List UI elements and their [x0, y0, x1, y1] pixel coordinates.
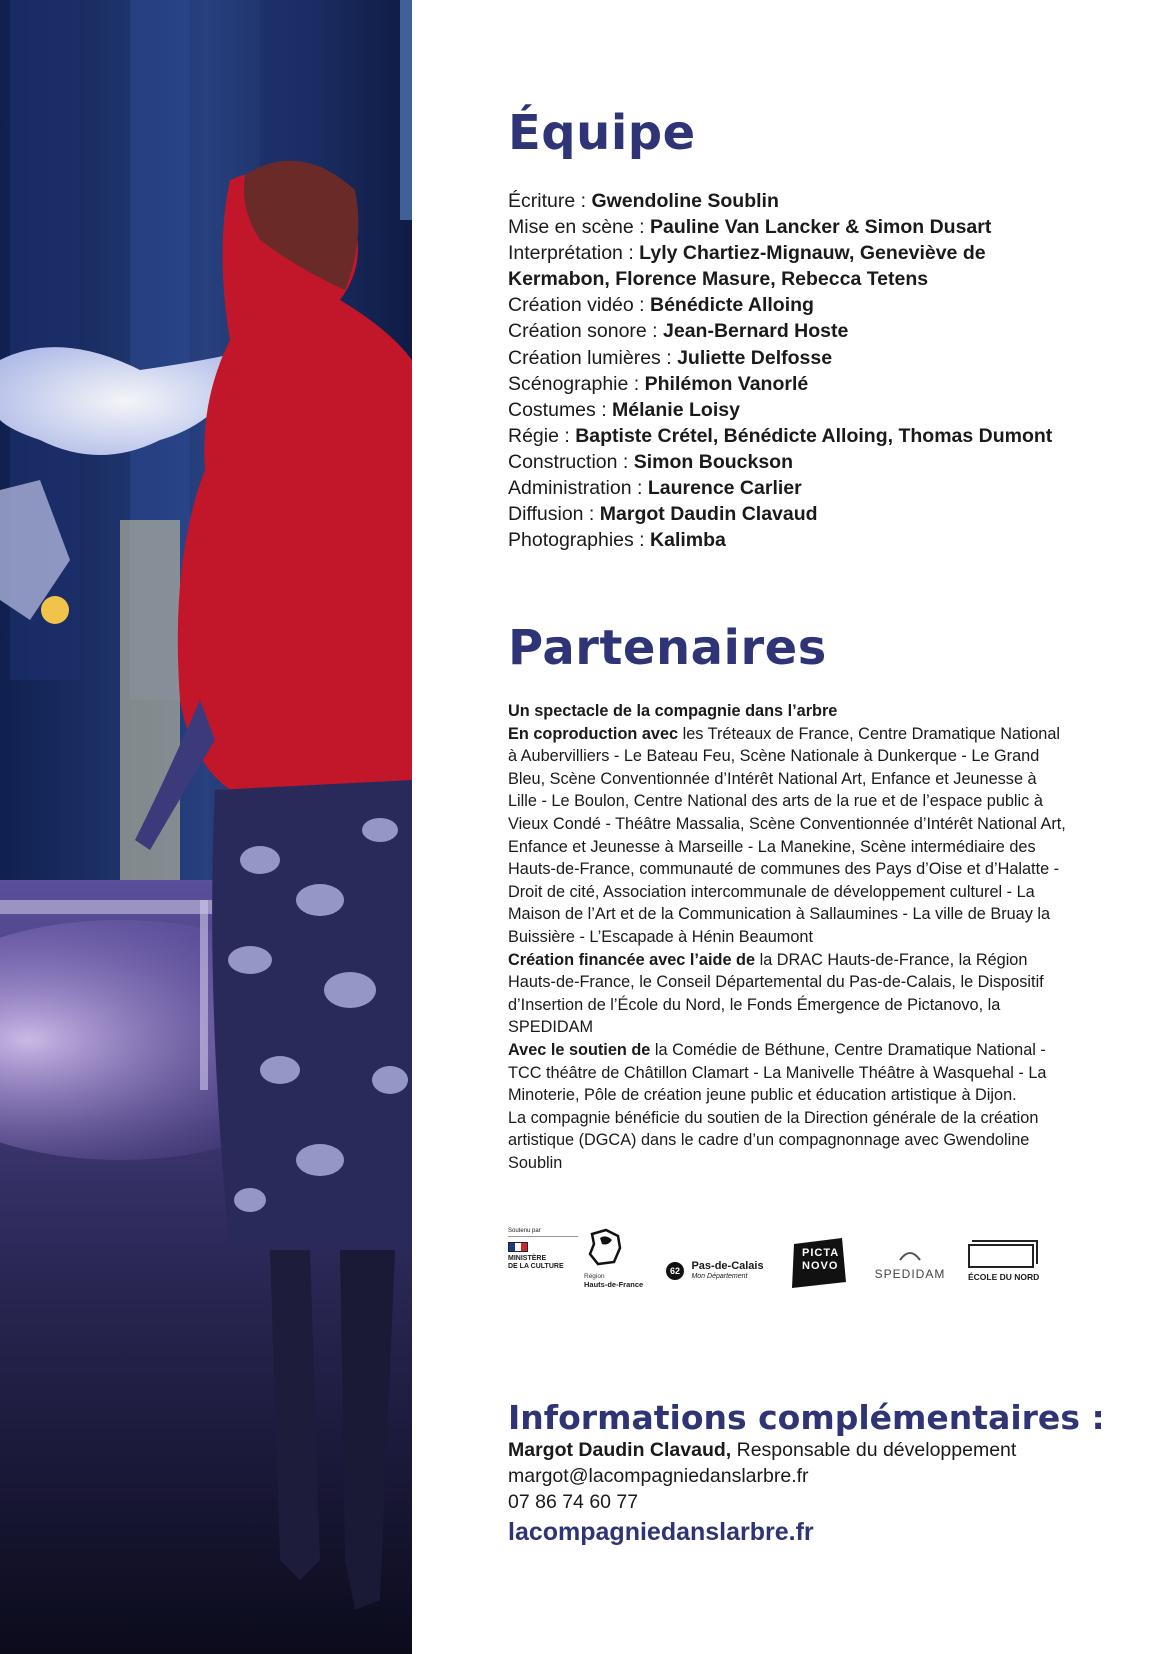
team-row-interpretation-cont	[508, 266, 1068, 292]
team-role: Écriture :	[508, 190, 592, 212]
team-name: Margot Daudin Clavaud	[599, 503, 818, 526]
contact-name: Margot Daudin Clavaud,	[508, 1439, 732, 1461]
ministere-line2: DE LA CULTURE	[508, 1263, 564, 1270]
equipe-heading: Équipe	[508, 105, 696, 161]
contact-email[interactable]: margot@lacompagniedanslarbre.fr	[508, 1465, 809, 1487]
team-row-sonore	[508, 318, 1068, 344]
info-heading: Informations complémentaires :	[508, 1398, 1105, 1437]
team-row-diffusion	[508, 501, 1068, 527]
soutenu-par-label: Soutenu par	[508, 1228, 578, 1237]
spedidam-arc-icon	[898, 1248, 922, 1262]
team-name: Jean-Bernard Hoste	[663, 320, 849, 343]
soutien-text: la Comédie de Béthune, Centre Dramatique National - TCC théâtre de Châtillon Clamart - La Manivelle Théâtre à Wasquehal - La Minoterie, Pôle de création jeune public et éducation artistique à Dijon.	[508, 1040, 1047, 1105]
coproduction-label: En coproduction avec	[508, 724, 679, 743]
soutien-label: Avec le soutien de	[508, 1040, 651, 1059]
region-hdf-logo	[584, 1228, 654, 1289]
team-name: Kalimba	[650, 529, 726, 552]
team-role: Création sonore :	[508, 320, 664, 343]
team-row-regie	[508, 423, 1068, 449]
ministere-culture-logo	[508, 1228, 578, 1271]
team-row-scenographie	[508, 371, 1068, 397]
team-role: Diffusion :	[508, 503, 600, 526]
team-role: Régie :	[508, 424, 576, 447]
team-role: Scénographie :	[508, 372, 645, 395]
team-name: Simon Bouckson	[633, 450, 794, 473]
ecole-frame-icon	[968, 1244, 1034, 1268]
team-row-photographies	[508, 527, 1068, 553]
team-role: Photographies :	[508, 529, 651, 552]
team-row-ecriture	[508, 188, 1068, 214]
team-row-costumes	[508, 397, 1068, 423]
team-name: Gwendoline Soublin	[591, 190, 779, 212]
team-name: Kermabon, Florence Masure, Rebecca Tetens	[508, 268, 929, 291]
team-list	[508, 188, 1068, 553]
partner-logos	[508, 1228, 1068, 1292]
ecole-du-nord-logo	[968, 1244, 1064, 1282]
team-role: Interprétation :	[508, 242, 640, 265]
picta-line2: NOVO	[802, 1260, 839, 1272]
team-name: Juliette Delfosse	[677, 346, 833, 369]
team-name: Baptiste Crétel, Bénédicte Alloing, Thomas Dumont	[575, 424, 1053, 447]
team-role: Création vidéo :	[508, 294, 650, 317]
team-row-video	[508, 292, 1068, 318]
partenaires-heading: Partenaires	[508, 620, 827, 676]
team-role: Administration :	[508, 477, 648, 500]
pdc-number-badge: 62	[666, 1262, 684, 1280]
team-row-lumieres	[508, 345, 1068, 371]
partners-text	[508, 700, 1068, 1174]
team-name: Bénédicte Alloing	[650, 294, 814, 317]
team-row-administration	[508, 475, 1068, 501]
financement-label: Création financée avec l’aide de	[508, 950, 756, 969]
region-line1: Région	[584, 1273, 605, 1280]
contact-role: Responsable du développement	[731, 1439, 1017, 1461]
financement-text: la DRAC Hauts-de-France, la Région Hauts-de-France, le Conseil Départemental du Pas-de-Calais, le Dispositif d’Insertion de l’École du Nord, le Fonds Émergence de Pictanovo, la SPEDIDAM	[508, 950, 1044, 1037]
team-role: Construction :	[508, 450, 634, 473]
ministere-line1: MINISTÈRE	[508, 1255, 547, 1262]
team-name: Mélanie Loisy	[612, 398, 740, 421]
contact-block	[508, 1437, 1016, 1549]
team-name: Lyly Chartiez-Mignauw, Geneviève de	[639, 242, 986, 265]
team-row-mise-en-scene	[508, 214, 1068, 240]
contact-line	[508, 1437, 1016, 1463]
pictanovo-logo	[790, 1238, 846, 1288]
team-name: Pauline Van Lancker & Simon Dusart	[649, 216, 992, 239]
stage-photo-illustration	[0, 0, 412, 1654]
pdc-name: Pas-de-Calais	[691, 1260, 764, 1272]
french-flag-icon	[508, 1242, 528, 1252]
coproduction-text: les Tréteaux de France, Centre Dramatique National à Aubervilliers - Le Bateau Feu, Scène Nationale à Dunkerque - Le Grand Bleu, Scène Conventionnée d’Intérêt National Art, Enfance et Jeunesse à Lille - Le Boulon, Centre National des arts de la rue et de l’espace public à Vieux Condé - Théâtre Massalia, Scène Conventionnée d’Intérêt National Art, Enfance et Jeunesse à Marseille - La Manekine, Scène intermédiaire des Hauts-de-France, communauté de communes des Pays d’Oise et d’Halatte - Droit de cité, Association intercommunale de développement culturel - La Maison de l’Art et de la Communication à Sallaumines - La ville de Bruay la Buissière - L’Escapade à Hénin Beaumont	[508, 724, 1066, 946]
spedidam-logo	[870, 1248, 950, 1281]
region-line2: Hauts-de-France	[584, 1280, 644, 1289]
team-name: Laurence Carlier	[647, 477, 802, 500]
team-row-construction	[508, 449, 1068, 475]
team-row-interpretation	[508, 240, 1068, 266]
ecole-name: ÉCOLE DU NORD	[968, 1272, 1040, 1282]
stage-photo	[0, 0, 412, 1654]
pdc-sub: Mon Département	[691, 1273, 748, 1280]
region-map-icon	[584, 1228, 626, 1268]
picta-line1: PICTA	[802, 1247, 840, 1259]
website-link[interactable]: lacompagniedanslarbre.fr	[508, 1518, 814, 1546]
dgca-text: La compagnie bénéficie du soutien de la Direction générale de la création artistique (DGCA) dans le cadre d’un compagnonnage avec Gwendoline Soublin	[508, 1108, 1039, 1172]
team-name: Philémon Vanorlé	[644, 372, 809, 395]
pas-de-calais-logo	[666, 1260, 786, 1281]
team-role: Création lumières :	[508, 346, 678, 369]
contact-phone: 07 86 74 60 77	[508, 1491, 639, 1513]
spedidam-name: SPEDIDAM	[874, 1267, 946, 1281]
team-role: Costumes :	[508, 398, 613, 421]
partners-intro: Un spectacle de la compagnie dans l’arbre	[508, 702, 838, 720]
team-role: Mise en scène :	[508, 216, 650, 239]
